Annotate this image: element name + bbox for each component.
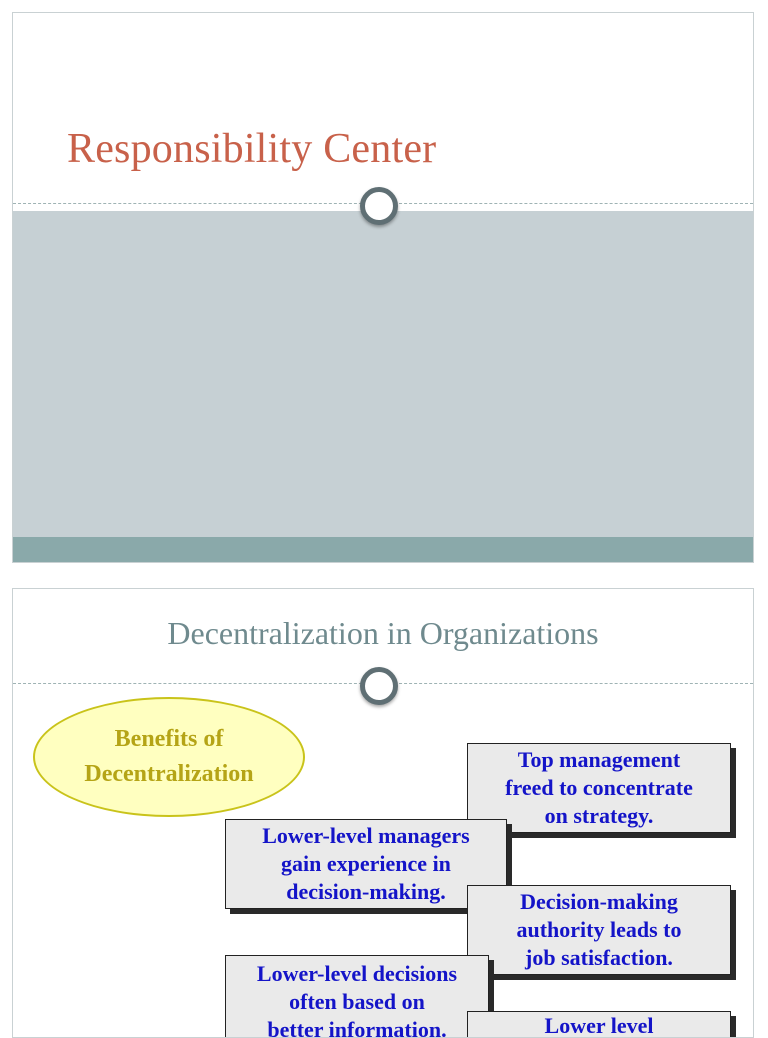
slide-title: Decentralization in Organizations: [167, 615, 599, 651]
box-line: Lower-level decisions: [256, 961, 458, 986]
benefits-ellipse: [33, 697, 305, 817]
box-line: Lower level: [544, 1013, 654, 1038]
benefit-box-lower-level: [467, 1011, 731, 1038]
box-line: better information.: [267, 1017, 447, 1038]
box-line: Top management: [517, 747, 681, 772]
box-line: freed to concentrate: [505, 775, 693, 800]
benefit-box-lower-managers: [225, 819, 507, 909]
benefit-box-job-satisfaction: [467, 885, 731, 975]
circle-ornament-icon: [360, 667, 398, 705]
slide-decentralization: [12, 588, 754, 1038]
box-line: on strategy.: [544, 803, 654, 828]
box-line: authority leads to: [516, 917, 682, 942]
footer-band: [13, 537, 753, 563]
slide-responsibility-center: [12, 12, 754, 563]
box-line: Decision-making: [520, 889, 678, 914]
slide-title: Responsibility Center: [67, 126, 437, 172]
box-line: decision-making.: [286, 879, 446, 904]
box-line: Lower-level managers: [262, 823, 470, 848]
box-line: job satisfaction.: [525, 945, 673, 970]
benefit-box-lower-decisions: [225, 955, 489, 1038]
ellipse-line: Benefits of: [114, 726, 224, 752]
box-line: often based on: [289, 989, 425, 1014]
content-band: [13, 211, 753, 537]
circle-ornament-icon: [360, 187, 398, 225]
box-line: gain experience in: [281, 851, 451, 876]
ellipse-line: Decentralization: [84, 761, 254, 787]
